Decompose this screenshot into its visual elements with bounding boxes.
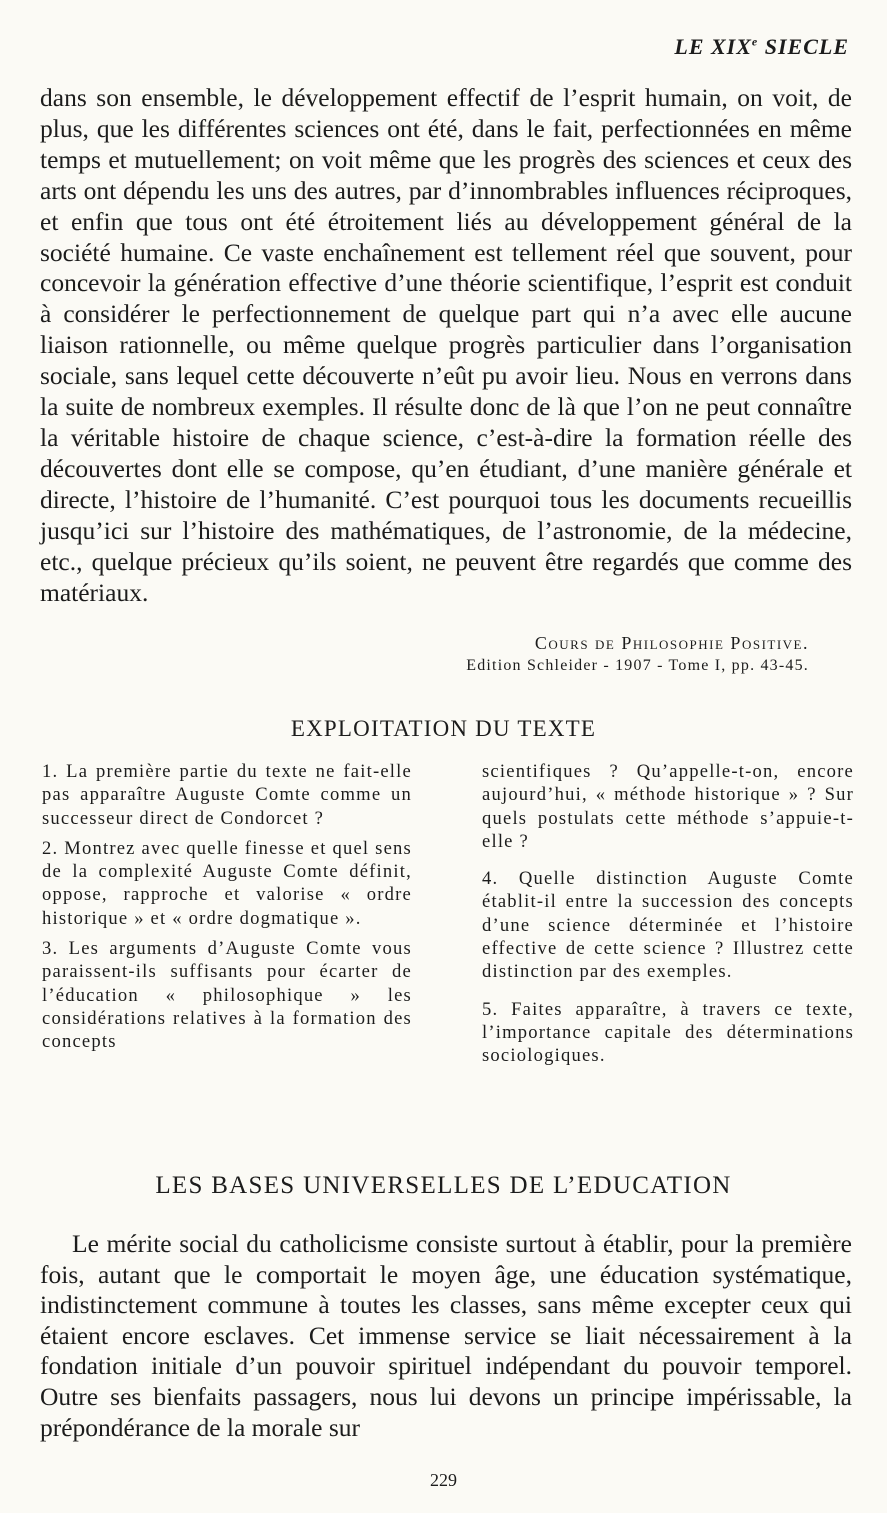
exploitation-title: EXPLOITATION DU TEXTE — [290, 716, 597, 741]
running-head-text: LE XIX — [674, 34, 752, 59]
running-head — [674, 34, 849, 60]
section-title: LES BASES UNIVERSELLES DE L’EDUCATION — [155, 1172, 732, 1199]
question-3: 3. Les arguments d’Auguste Comte vous paraissent-ils suffisants pour écarter de l’éducation « philosophique » les considérations relatives à la formation des concepts — [42, 938, 412, 1053]
section-paragraph: Le mérite social du catholicisme consiste surtout à établir, pour la première fois, autant que le comportait le moyen âge, une éducation systématique, indistinctement commune à toutes les classes, sans même excepter ceux qui étaient encore esclaves. Cet immense service se liait nécessairement à la fondation initiale d’un pouvoir spirituel indépendant du pouvoir temporel. Outre ses bienfaits passagers, nous lui devons un principe impérissable, la prépondérance de la morale sur — [40, 1229, 852, 1442]
questions-left-column — [42, 760, 412, 1075]
page-number: 229 — [430, 1470, 457, 1490]
question-4: 4. Quelle distinction Auguste Comte établit-il entre la succession des concepts d’une science déterminée et l’histoire effective de cette science ? Illustrez cette distinction par des exemples. — [482, 868, 854, 983]
question-5: 5. Faites apparaître, à travers ce texte, l’importance capitale des déterminations sociologiques. — [482, 998, 854, 1067]
citation-source: Cours de Philosophie Positive. — [534, 633, 809, 653]
question-1: 1. La première partie du texte ne fait-elle pas apparaître Auguste Comte comme un successeur direct de Condorcet ? — [42, 761, 412, 829]
questions-right-column — [482, 760, 854, 1075]
citation-edition: Edition Schleider - 1907 - Tome I, pp. 43-45. — [466, 657, 809, 674]
question-2: 2. Montrez avec quelle finesse et quel sens de la complexité Auguste Comte définit, oppose, rapproche et valorise « ordre historique » et « ordre dogmatique ». — [42, 837, 412, 929]
running-head-rest: SIECLE — [758, 34, 849, 59]
citation — [466, 633, 809, 675]
question-3-continued: scientifiques ? Qu’appelle-t-on, encore aujourd’hui, « méthode historique » ? Sur quels postulats cette méthode s’appuie-t-elle ? — [482, 761, 854, 852]
excerpt-paragraph: dans son ensemble, le développement effectif de l’esprit humain, on voit, de plus, que les différentes sciences ont été, dans le fait, perfectionnées en même temps et mutuellement; on voit même que les progrès des sciences et ceux des arts ont dépendu les uns des autres, par d’innombrables influences réciproques, et enfin que tous ont été étroitement liés au développement général de la société humaine. Ce vaste enchaînement est tellement réel que souvent, pour concevoir la génération effective d’une théorie scientifique, l’esprit est conduit à considérer le perfectionnement de quelque part qui n’a avec elle aucune liaison rationnelle, ou même quelque progrès particulier dans l’organisation sociale, sans lequel cette découverte n’eût pu avoir lieu. Nous en verrons dans la suite de nombreux exemples. Il résulte donc de là que l’on ne peut connaître la véritable histoire de chaque science, c’est-à-dire la formation réelle des découvertes dont elle se compose, qu’en étudiant, d’une manière générale et directe, l’histoire de l’humanité. C’est pourquoi tous les documents recueillis jusqu’ici sur l’histoire des mathématiques, de l’astronomie, de la médecine, etc., quelque précieux qu’ils soient, ne peuvent être regardés que comme des matériaux. — [40, 83, 852, 607]
exploitation-questions — [42, 760, 854, 1075]
running-head-sup: e — [751, 34, 759, 49]
